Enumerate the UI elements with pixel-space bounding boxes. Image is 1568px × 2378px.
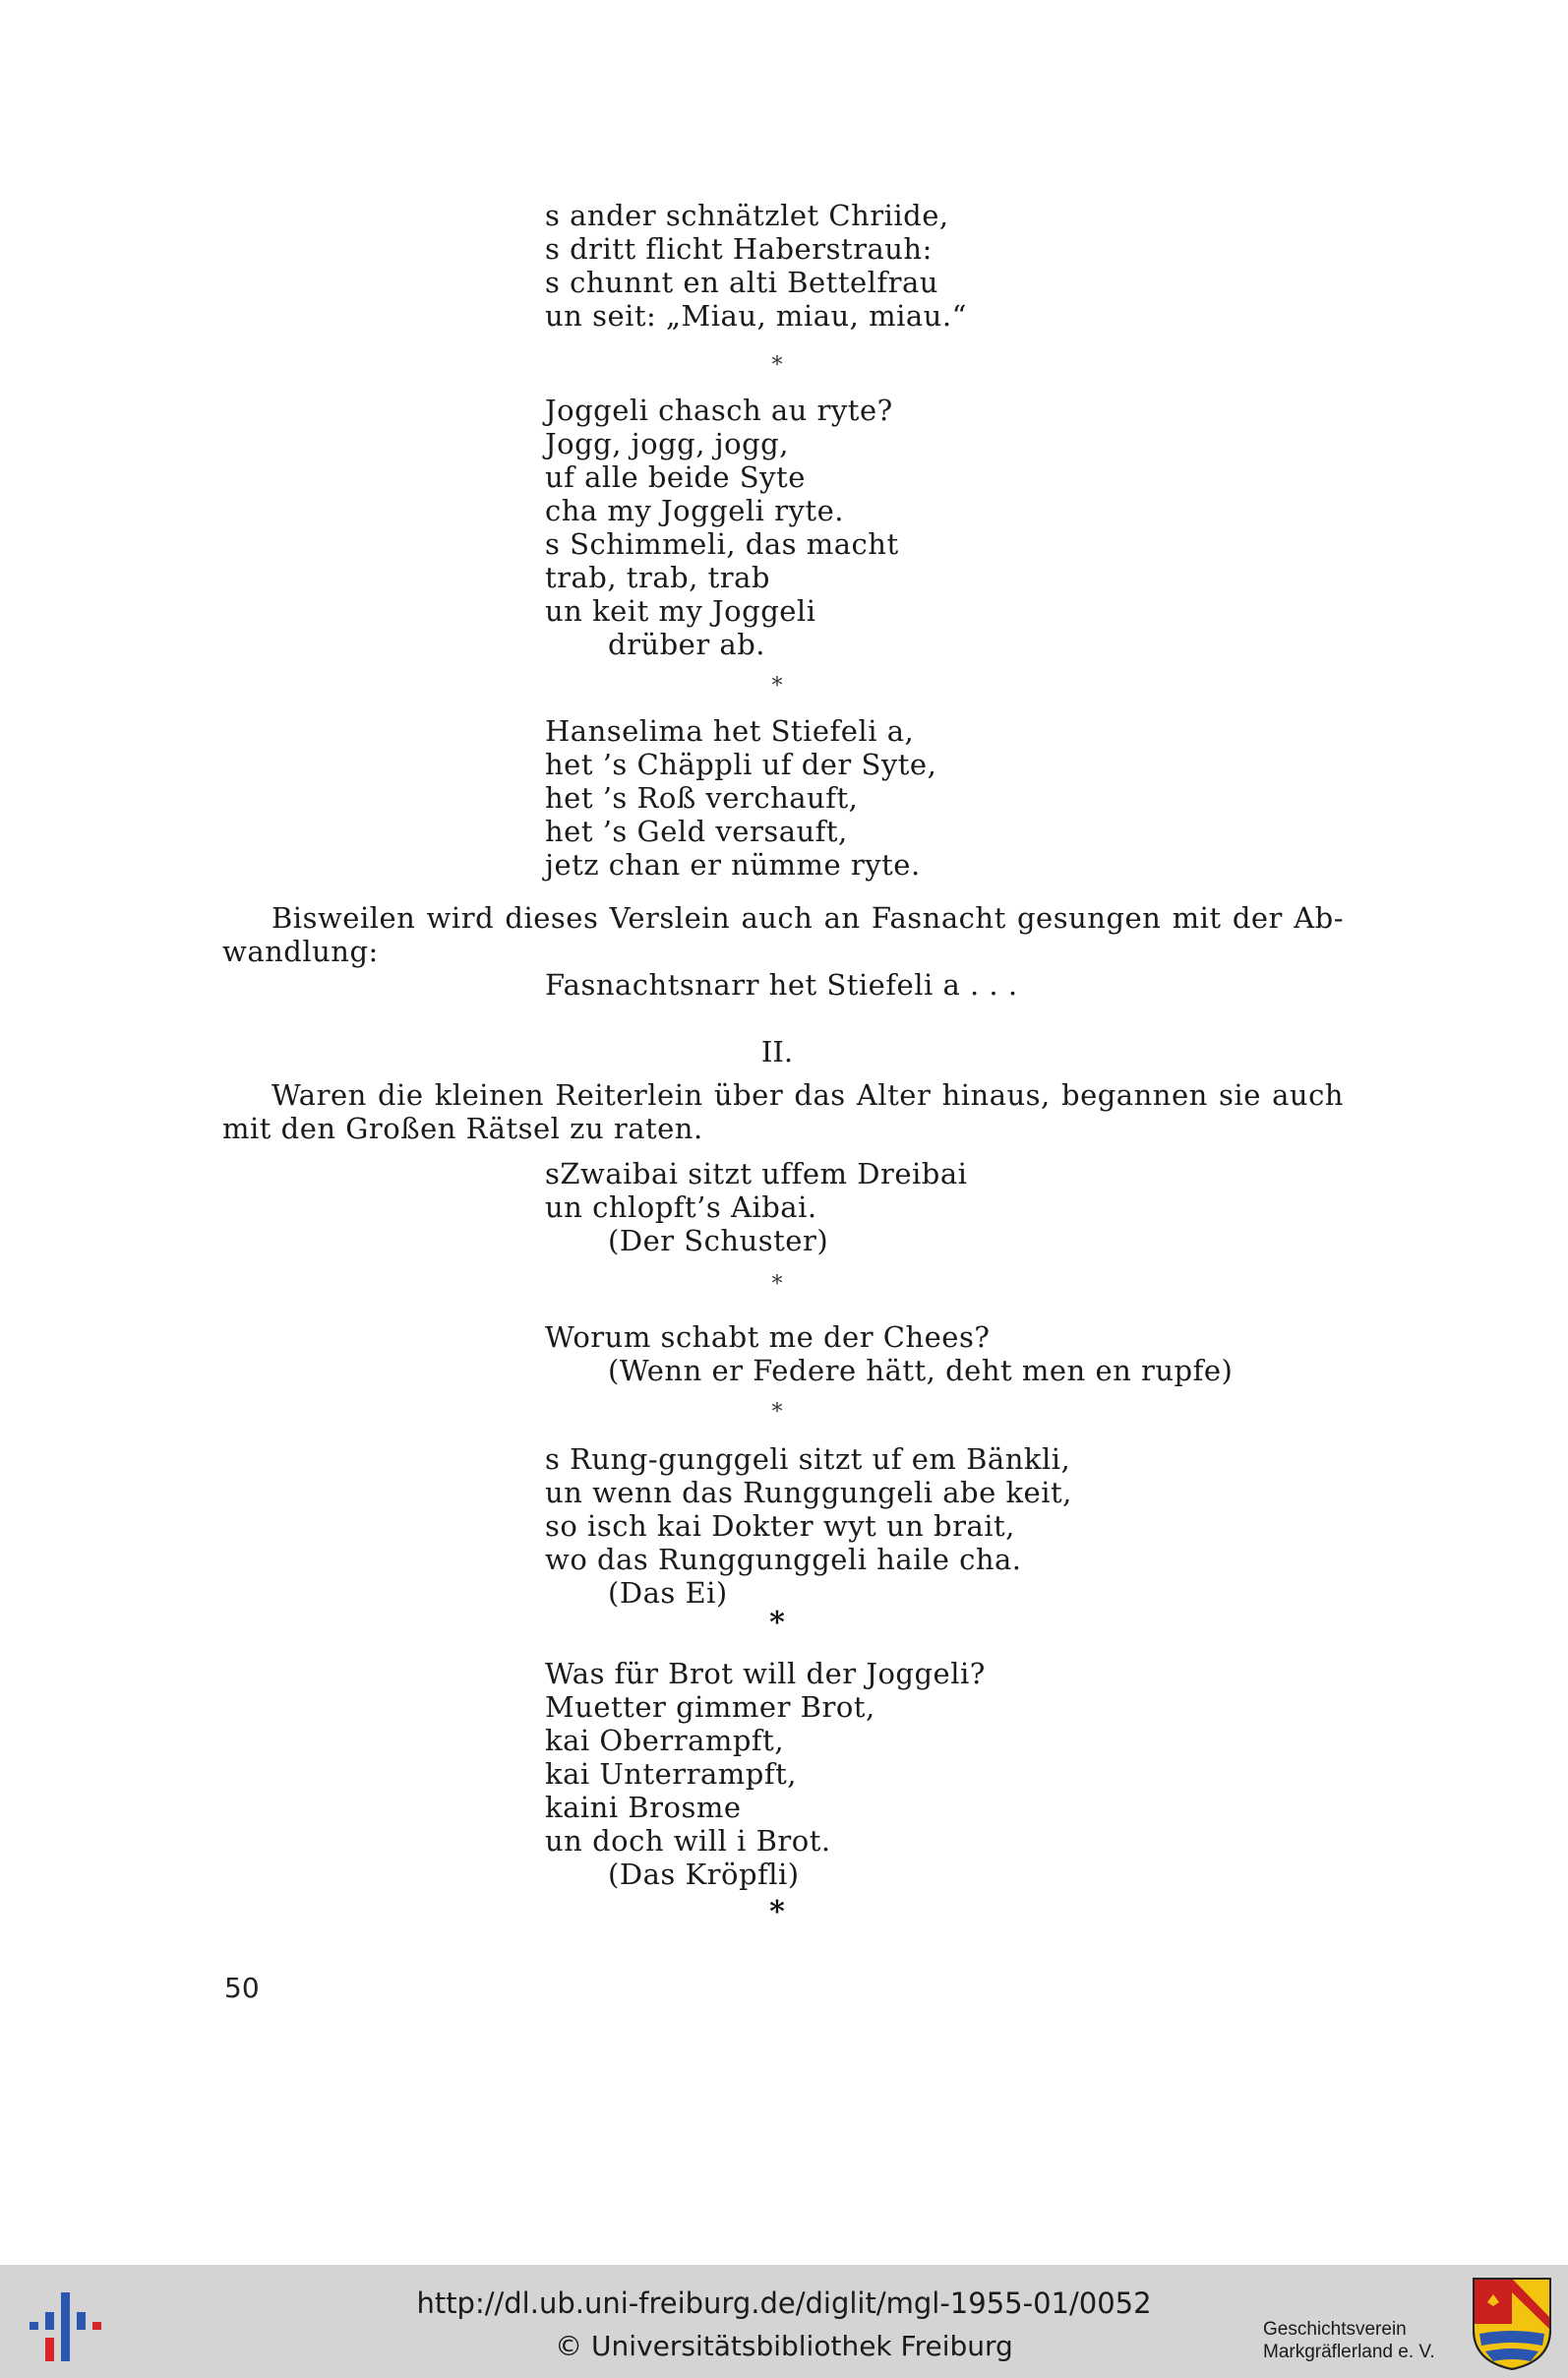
verse-line: het ’s Chäppli uf der Syte, (545, 748, 937, 781)
verse-line-indented: drüber ab. (608, 628, 765, 661)
verse-line: s Schimmeli, das macht (545, 527, 899, 561)
verse-line: un seit: „Miau, miau, miau.“ (545, 299, 967, 333)
fasnacht-verse (545, 968, 1018, 1002)
separator-asterisk: * (769, 1606, 785, 1640)
paragraph-line: Waren die kleinen Reiterlein über das Alter hinaus, begannen sie auch (271, 1078, 1344, 1112)
riddle-answer: (Wenn er Federe hätt, deht men en rupfe) (608, 1354, 1234, 1387)
paragraph-line: mit den Großen Rätsel zu raten. (222, 1112, 703, 1145)
riddle-3 (545, 1442, 1072, 1610)
separator-asterisk: * (771, 674, 783, 699)
footer-bar (0, 2265, 1568, 2378)
paragraph-line: Bisweilen wird dieses Verslein auch an Fasnacht gesungen mit der Ab- (271, 901, 1344, 935)
verse-line: Hanselima het Stiefeli a, (545, 714, 915, 748)
verse-3 (545, 714, 936, 882)
verse-line: Joggeli chasch au ryte? (545, 394, 893, 427)
riddle-answer: (Der Schuster) (608, 1224, 829, 1257)
page-number: 50 (224, 1972, 260, 2004)
separator-asterisk: * (771, 353, 783, 378)
riddle-4 (545, 1657, 986, 1891)
paragraph-raetsel (222, 1078, 1344, 1145)
verse-line: Fasnachtsnarr het Stiefeli a . . . (545, 968, 1018, 1002)
verse-line: trab, trab, trab (545, 561, 770, 594)
society-name-line: Markgräflerland e. V. (1263, 2342, 1435, 2362)
verse-line: un keit my Joggeli (545, 594, 816, 628)
society-name (1263, 2318, 1435, 2363)
section-heading: II. (760, 1035, 794, 1068)
paragraph-line: wandlung: (222, 935, 379, 968)
verse-line: cha my Joggeli ryte. (545, 494, 844, 527)
riddle-line: s Rung-gunggeli sitzt uf em Bänkli, (545, 1442, 1071, 1476)
riddle-line: un doch will i Brot. (545, 1824, 831, 1858)
riddle-line: wo das Runggunggeli haile cha. (545, 1543, 1022, 1576)
separator-asterisk: * (771, 1400, 783, 1425)
coat-of-arms-icon (1470, 2275, 1554, 2371)
document-url-link[interactable]: http://dl.ub.uni-freiburg.de/diglit/mgl-1955-01/0052 (416, 2287, 1152, 2320)
verse-1 (545, 199, 967, 333)
verse-2 (545, 394, 899, 661)
verse-line: het ’s Roß verchauft, (545, 781, 859, 815)
society-name-line: Geschichtsverein (1263, 2319, 1407, 2340)
riddle-answer: (Das Kröpfli) (608, 1858, 800, 1891)
riddle-line: Was für Brot will der Joggeli? (545, 1657, 986, 1690)
riddle-answer: (Das Ei) (608, 1576, 728, 1610)
riddle-line: kai Unterrampft, (545, 1757, 797, 1791)
riddle-line: so isch kai Dokter wyt un brait, (545, 1509, 1015, 1543)
riddle-line: un wenn das Runggungeli abe keit, (545, 1476, 1072, 1509)
riddle-line: kaini Brosme (545, 1791, 742, 1824)
verse-line: s ander schnätzlet Chriide, (545, 199, 949, 232)
riddle-line: sZwaibai sitzt uffem Dreibai (545, 1157, 968, 1190)
separator-asterisk: * (771, 1272, 783, 1297)
verse-line: Jogg, jogg, jogg, (545, 427, 789, 460)
paragraph-fasnacht (222, 901, 1344, 968)
riddle-line: Muetter gimmer Brot, (545, 1690, 875, 1724)
riddle-line: Worum schabt me der Chees? (545, 1320, 991, 1354)
riddle-1 (545, 1157, 967, 1257)
verse-line: het ’s Geld versauft, (545, 815, 848, 848)
separator-asterisk: * (769, 1895, 785, 1929)
verse-line: s dritt flicht Haberstrauh: (545, 232, 933, 266)
verse-line: s chunnt en alti Bettelfrau (545, 266, 938, 299)
riddle-line: un chlopft’s Aibai. (545, 1190, 817, 1224)
verse-line: uf alle beide Syte (545, 460, 806, 494)
riddle-line: kai Oberrampft, (545, 1724, 785, 1757)
riddle-2 (545, 1320, 1233, 1387)
copyright-text: © Universitätsbibliothek Freiburg (555, 2330, 1013, 2362)
verse-line: jetz chan er nümme ryte. (545, 848, 921, 882)
